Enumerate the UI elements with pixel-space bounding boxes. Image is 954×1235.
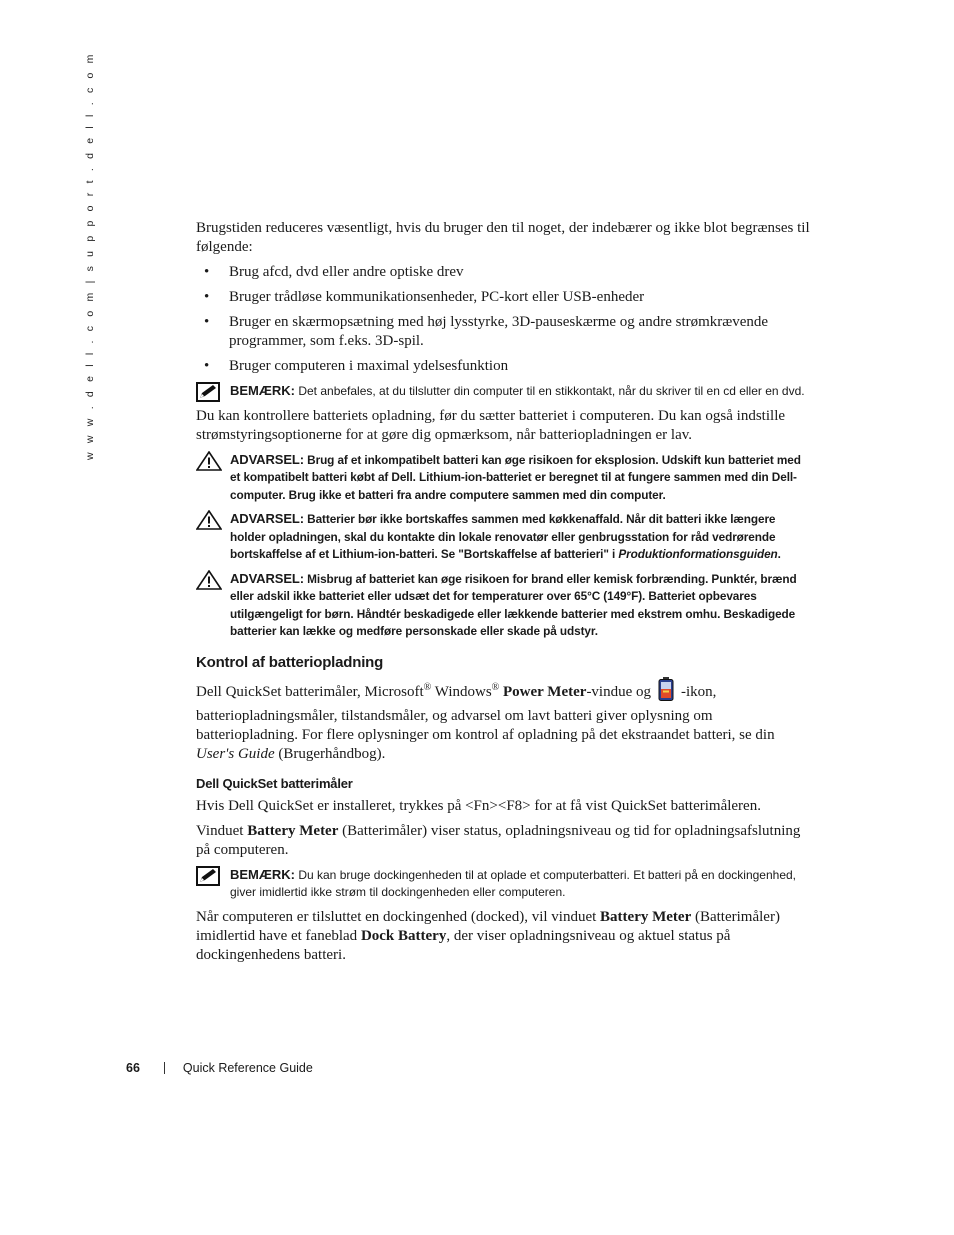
note-cd-dvd: BEMÆRK: Det anbefales, at du tilslutter din computer til en stikkontakt, når du skriver til en cd eller en dvd. — [196, 382, 814, 401]
list-item: • Bruger computeren i maximal ydelsesfunktion — [204, 358, 509, 374]
warning-disposal: ADVARSEL: Batterier bør ikke bortskaffes sammen med køkkenaffald. Når dit batteri ikke længere holder opladningen, skal du kontakte din lokale renovatør eller genbrugsstation for råd vedrørende bortskaffelse af et Lithium-ion-batteri. Se "Bortskaffelse af batterieri" i Produktionformationsguiden. — [196, 510, 814, 564]
quickset-paragraph: Hvis Dell QuickSet er installeret, trykkes på <Fn><F8> for at få vist QuickSet batterimåleren. — [196, 797, 761, 814]
warning-triangle-icon — [196, 451, 222, 477]
usage-list — [196, 263, 814, 376]
warning-triangle-icon — [196, 570, 222, 596]
page-content — [196, 219, 814, 971]
note-pencil-icon — [196, 866, 220, 892]
footer-title: Quick Reference Guide — [182, 1061, 313, 1075]
section-paragraph: Dell QuickSet batterimåler, Microsoft® Windows® Power Meter-vindue og -ikon, batteriopladningsmåler, tilstandsmåler, og advarsel om lavt batteri giver oplysning om batteriopladning. For flere oplysninger om kontrol af opladning på det ekstraandet batteri, se din User's Guide (Brugerhåndbog). — [196, 677, 814, 764]
warning-triangle-icon — [196, 510, 222, 536]
bullet-icon: • — [204, 289, 210, 305]
note-docking: BEMÆRK: Du kan bruge dockingenheden til at oplade et computerbatteri. Et batteri på en dockingenhed, giver imidlertid ikke strøm til dockingenheden eller computeren. — [196, 866, 814, 902]
bullet-icon: • — [204, 314, 210, 330]
warning-misuse: ADVARSEL: Misbrug af batteriet kan øge risikoen for brand eller kemisk forbrænding. Punktér, brænd eller adskil ikke batteriet eller udsæt det for temperaturer over 65°C (149°F). Batteriet opbevares utilgængeligt for børn. Håndtér beskadigede eller lækkende batterier med ekstrem omhu. Beskadigede batterier kan lække og medføre personskade eller skade på udstyr. — [196, 570, 814, 641]
list-item: • Bruger en skærmopsætning med høj lysstyrke, 3D-pauseskærme og andre strømkrævende programmer, som f.eks. 3D-spil. — [204, 314, 769, 349]
warning-incompatible-battery: ADVARSEL: Brug af et inkompatibelt batteri kan øge risikoen for eksplosion. Udskift kun batteriet med et kompatibelt batteri købt af Dell. Lithium-ion-batteriet er beregnet til at fungere sammen med din Dell-computer. Brug ikke et batteri fra andre computere sammen med din computer. — [196, 451, 814, 505]
bullet-icon: • — [204, 358, 210, 374]
footer-divider — [164, 1062, 165, 1074]
battery-meter-icon — [657, 677, 675, 707]
page-footer — [126, 1061, 313, 1075]
subsection-title: Dell QuickSet batterimåler — [196, 775, 353, 791]
list-item: • Bruger trådløse kommunikationsenheder, PC-kort eller USB-enheder — [204, 289, 645, 305]
intro-paragraph: Brugstiden reduceres væsentligt, hvis du bruger den til noget, der indebærer og ikke blot begrænses til følgende: — [196, 220, 810, 255]
section-title: Kontrol af batteriopladning — [196, 653, 384, 671]
battery-meter-paragraph: Vinduet Battery Meter (Batterimåler) viser status, opladningsniveau og tid for opladningsafslutning på computeren. — [196, 822, 801, 858]
page-number: 66 — [126, 1061, 140, 1075]
dock-paragraph: Når computeren er tilsluttet en dockingenhed (docked), vil vinduet Battery Meter (Batterimåler) imidlertid have et faneblad Dock Battery, der viser opladningsniveau og aktuel status på dockingenhedens batteri. — [196, 908, 780, 963]
control-paragraph: Du kan kontrollere batteriets opladning, før du sætter batteriet i computeren. Du kan også indstille strømstyringsoptionerne for at gøre dig opmærksom, når batteriopladningen er lav. — [196, 407, 786, 443]
bullet-icon: • — [204, 264, 210, 280]
side-url: w w w . d e l l . c o m | s u p p o r t . d e l l . c o m — [84, 51, 96, 460]
note-pencil-icon — [196, 382, 220, 408]
list-item: • Brug afcd, dvd eller andre optiske drev — [204, 264, 464, 280]
